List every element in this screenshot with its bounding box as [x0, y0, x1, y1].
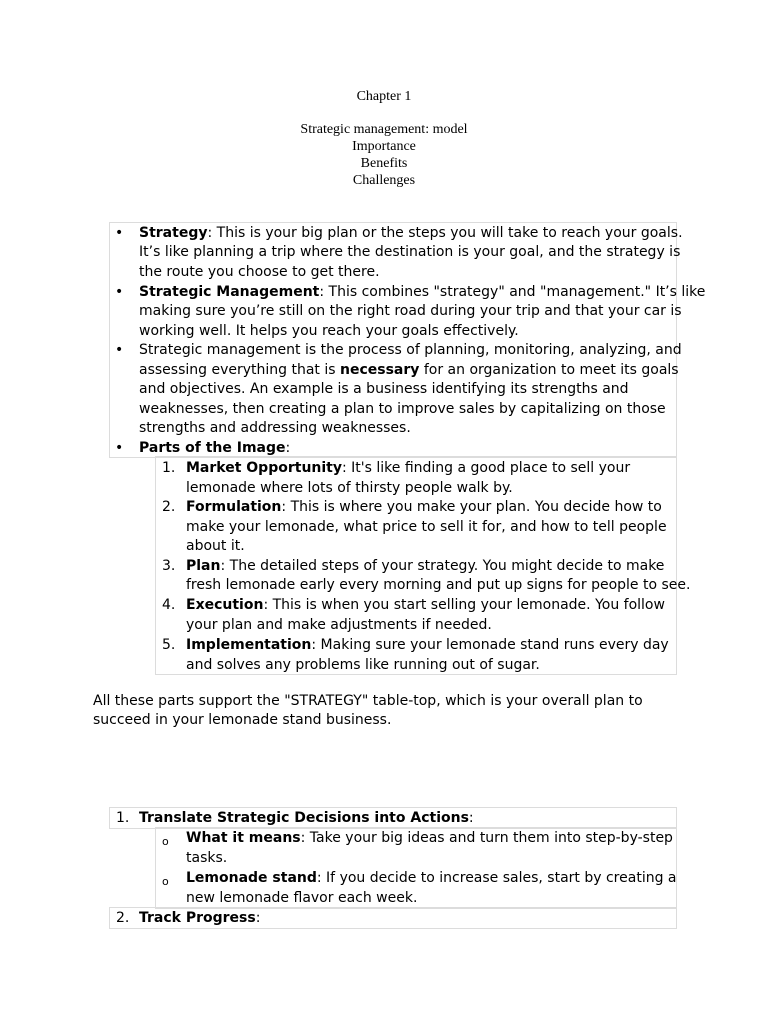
item-text: This is your big plan or the steps you will take to reach your goals.: [212, 225, 683, 241]
number-marker: 2.: [162, 499, 176, 515]
number-marker: 5.: [162, 637, 176, 653]
part-execution: [186, 596, 665, 616]
term: Implementation: [186, 637, 312, 653]
part-formulation: [186, 498, 662, 518]
item-text-line: strengths and addressing weaknesses.: [139, 420, 411, 436]
term: Strategy: [139, 225, 208, 241]
part-market-opportunity: [186, 459, 630, 479]
number-marker: 1.: [116, 810, 130, 826]
sub-marker: o: [162, 875, 169, 888]
item-text: : If you decide to increase sales, start by creating a: [316, 870, 677, 886]
item-sep: :: [285, 440, 291, 456]
subitem-what-it-means: [186, 829, 673, 849]
term: Strategic Management: [139, 284, 320, 300]
item-text: : This is when you start selling your lemonade. You follow: [263, 597, 665, 613]
subtitle-line: Challenges: [352, 173, 416, 188]
list-item-translate: [139, 809, 474, 829]
item-text: This combines "strategy" and "management." It’s like: [324, 284, 706, 300]
item-text-line: and solves any problems like running out of sugar.: [186, 657, 540, 673]
item-sep: :: [255, 910, 261, 926]
paragraph-line: All these parts support the "STRATEGY" table-top, which is your overall plan to: [93, 693, 643, 709]
term: Lemonade stand: [186, 870, 317, 886]
item-text-line: lemonade where lots of thirsty people walk by.: [186, 480, 513, 496]
item-text-line: weaknesses, then creating a plan to improve sales by capitalizing on those: [139, 401, 666, 417]
term: Parts of the Image: [139, 440, 286, 456]
list-item-track-progress: [139, 909, 260, 929]
item-text-line: It’s like planning a trip where the destination is your goal, and the strategy is: [139, 244, 681, 260]
emphasis: necessary: [340, 362, 420, 378]
subtitle-line: Strategic management: model: [300, 122, 468, 137]
list-item-definition: Strategic management is the process of planning, monitoring, analyzing, and: [139, 342, 682, 358]
item-sep: :: [207, 225, 213, 241]
item-sep: :: [468, 810, 474, 826]
item-text-line: fresh lemonade early every morning and put up signs for people to see.: [186, 577, 691, 593]
item-text-line: make your lemonade, what price to sell it for, and how to tell people: [186, 519, 667, 535]
item-text: : The detailed steps of your strategy. You might decide to make: [220, 558, 665, 574]
list-item-parts: [139, 439, 290, 459]
term: Formulation: [186, 499, 282, 515]
item-text-line: the route you choose to get there.: [139, 264, 380, 280]
paragraph-line: succeed in your lemonade stand business.: [93, 712, 392, 728]
bullet-marker: •: [115, 342, 124, 358]
part-implementation: [186, 636, 669, 656]
subitem-lemonade-stand: [186, 869, 677, 889]
item-text: : Take your big ideas and turn them into step-by-step: [300, 830, 673, 846]
number-marker: 1.: [162, 460, 176, 476]
subtitle-line: Benefits: [360, 156, 408, 171]
number-marker: 3.: [162, 558, 176, 574]
subtitle-line: Importance: [352, 139, 416, 154]
item-text: for an organization to meet its goals: [419, 362, 679, 378]
item-sep: :: [319, 284, 325, 300]
item-text-line: and objectives. An example is a business identifying its strengths and: [139, 381, 629, 397]
item-text-line: [139, 361, 679, 381]
term: Execution: [186, 597, 264, 613]
item-text: : It's like finding a good place to sell your: [342, 460, 631, 476]
item-text-line: working well. It helps you reach your goals effectively.: [139, 323, 519, 339]
list-item-strategy: [139, 224, 683, 244]
item-text-line: new lemonade flavor each week.: [186, 890, 418, 906]
item-text-line: your plan and make adjustments if needed.: [186, 617, 492, 633]
sub-marker: o: [162, 835, 169, 848]
term: Plan: [186, 558, 221, 574]
item-text: assessing everything that is: [139, 362, 340, 378]
list-item-strategic-management: [139, 283, 705, 303]
term: Translate Strategic Decisions into Actions: [139, 810, 469, 826]
term: Track Progress: [139, 910, 256, 926]
chapter-heading: Chapter 1: [356, 89, 412, 104]
number-marker: 2.: [116, 910, 130, 926]
item-text-line: tasks.: [186, 850, 228, 866]
term: What it means: [186, 830, 301, 846]
part-plan: [186, 557, 664, 577]
bullet-marker: •: [115, 225, 124, 241]
term: Market Opportunity: [186, 460, 342, 476]
number-marker: 4.: [162, 597, 176, 613]
item-text: : Making sure your lemonade stand runs every day: [311, 637, 669, 653]
item-text-line: making sure you’re still on the right road during your trip and that your car is: [139, 303, 682, 319]
chapter-subtitles: [0, 121, 768, 189]
item-text-line: about it.: [186, 538, 245, 554]
bullet-marker: •: [115, 440, 124, 456]
bullet-marker: •: [115, 284, 124, 300]
item-text: : This is where you make your plan. You decide how to: [281, 499, 662, 515]
